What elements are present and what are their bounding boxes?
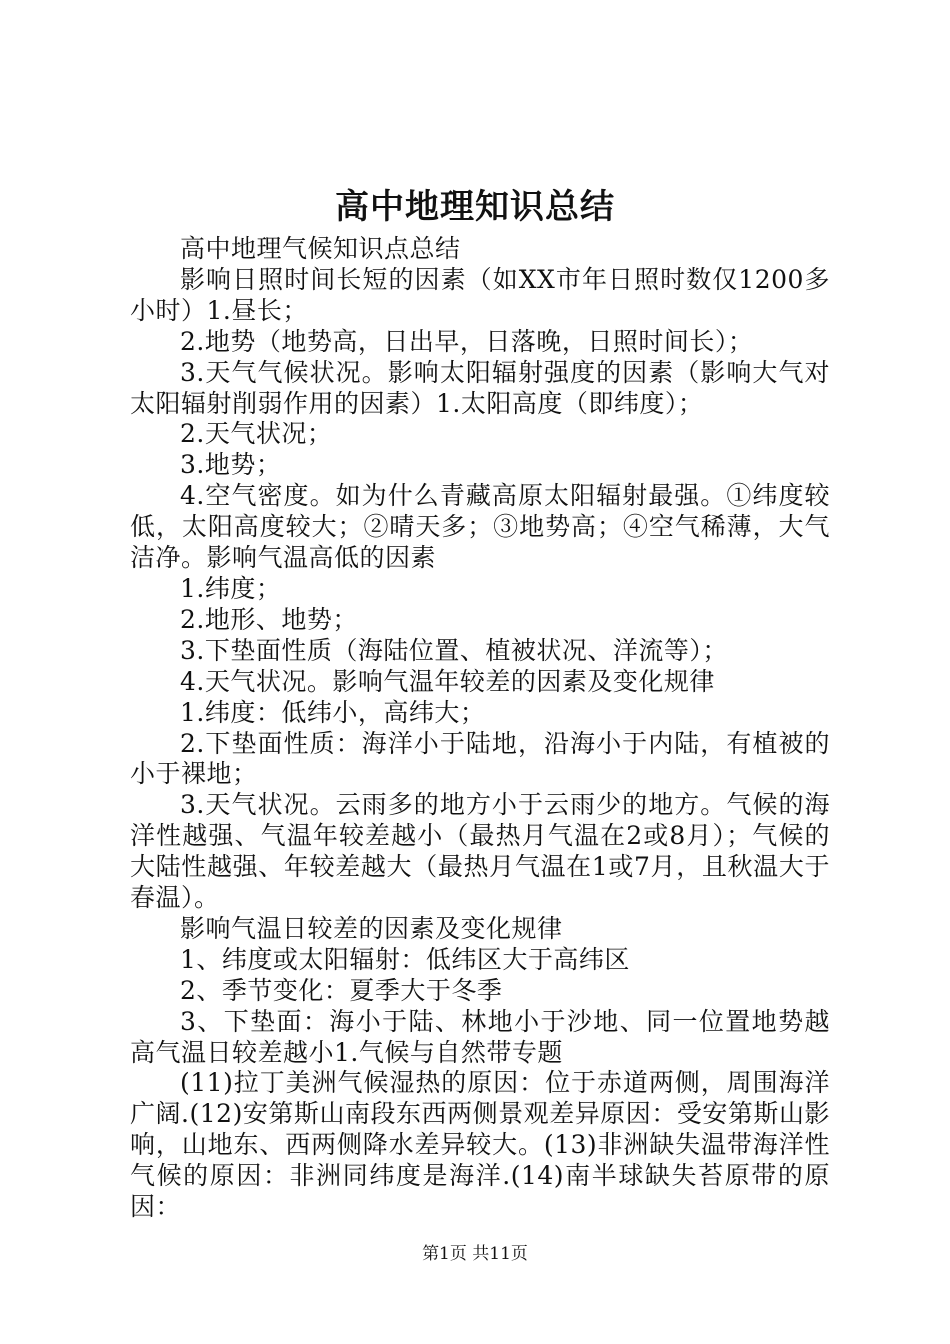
paragraph: 1.纬度； (180, 573, 282, 603)
paragraph: 1、纬度或太阳辐射：低纬区大于高纬区 (180, 944, 630, 974)
paragraph: 3.下垫面性质（海陆位置、植被状况、洋流等）； (180, 635, 728, 665)
paragraph: 4.空气密度。如为什么青藏高原太阳辐射最强。①纬度较低，太阳高度较大；②晴天多；③地势高；④空气稀薄，大气洁净。影响气温高低的因素 (130, 481, 830, 573)
paragraph: 3.天气气候状况。影响太阳辐射强度的因素（影响大气对太阳辐射削弱作用的因素）1.太阳高度（即纬度）； (130, 357, 830, 418)
paragraph: 3.天气状况。云雨多的地方小于云雨少的地方。气候的海洋性越强、气温年较差越小（最热月气温在2或8月）；气候的大陆性越强、年较差越大（最热月气温在1或7月，且秋温大于春温）。 (130, 790, 830, 913)
paragraph: 影响气温日较差的因素及变化规律 (180, 913, 563, 943)
paragraph: 4.天气状况。影响气温年较差的因素及变化规律 (180, 666, 715, 696)
document-body (130, 234, 830, 1223)
paragraph: 2.下垫面性质：海洋小于陆地，沿海小于内陆，有植被的小于裸地； (130, 728, 830, 789)
document-title: 高中地理知识总结 (335, 187, 615, 227)
paragraph: (11)拉丁美洲气候湿热的原因：位于赤道两侧，周围海洋广阔.(12)安第斯山南段东西两侧景观差异原因：受安第斯山影响，山地东、西两侧降水差异较大。(13)非洲缺失温带海洋性气候的原因：非洲同纬度是海洋.(14)南半球缺失苔原带的原因： (130, 1068, 830, 1222)
paragraph: 高中地理气候知识点总结 (180, 234, 461, 263)
paragraph: 2.地势（地势高，日出早，日落晚，日照时间长）； (180, 326, 754, 356)
paragraph: 2、季节变化：夏季大于冬季 (180, 975, 503, 1005)
paragraph: 3.地势； (180, 450, 282, 480)
paragraph: 2.地形、地势； (180, 604, 358, 634)
paragraph: 1.纬度：低纬小，高纬大； (180, 697, 486, 727)
page-number-footer: 第1页 共11页 (422, 1244, 528, 1264)
paragraph: 3、下垫面：海小于陆、林地小于沙地、同一位置地势越高气温日较差越小1.气候与自然带专题 (130, 1006, 830, 1067)
paragraph: 影响日照时间长短的因素（如XX市年日照时数仅1200多小时）1.昼长； (130, 264, 830, 325)
paragraph: 2.天气状况； (180, 419, 333, 449)
